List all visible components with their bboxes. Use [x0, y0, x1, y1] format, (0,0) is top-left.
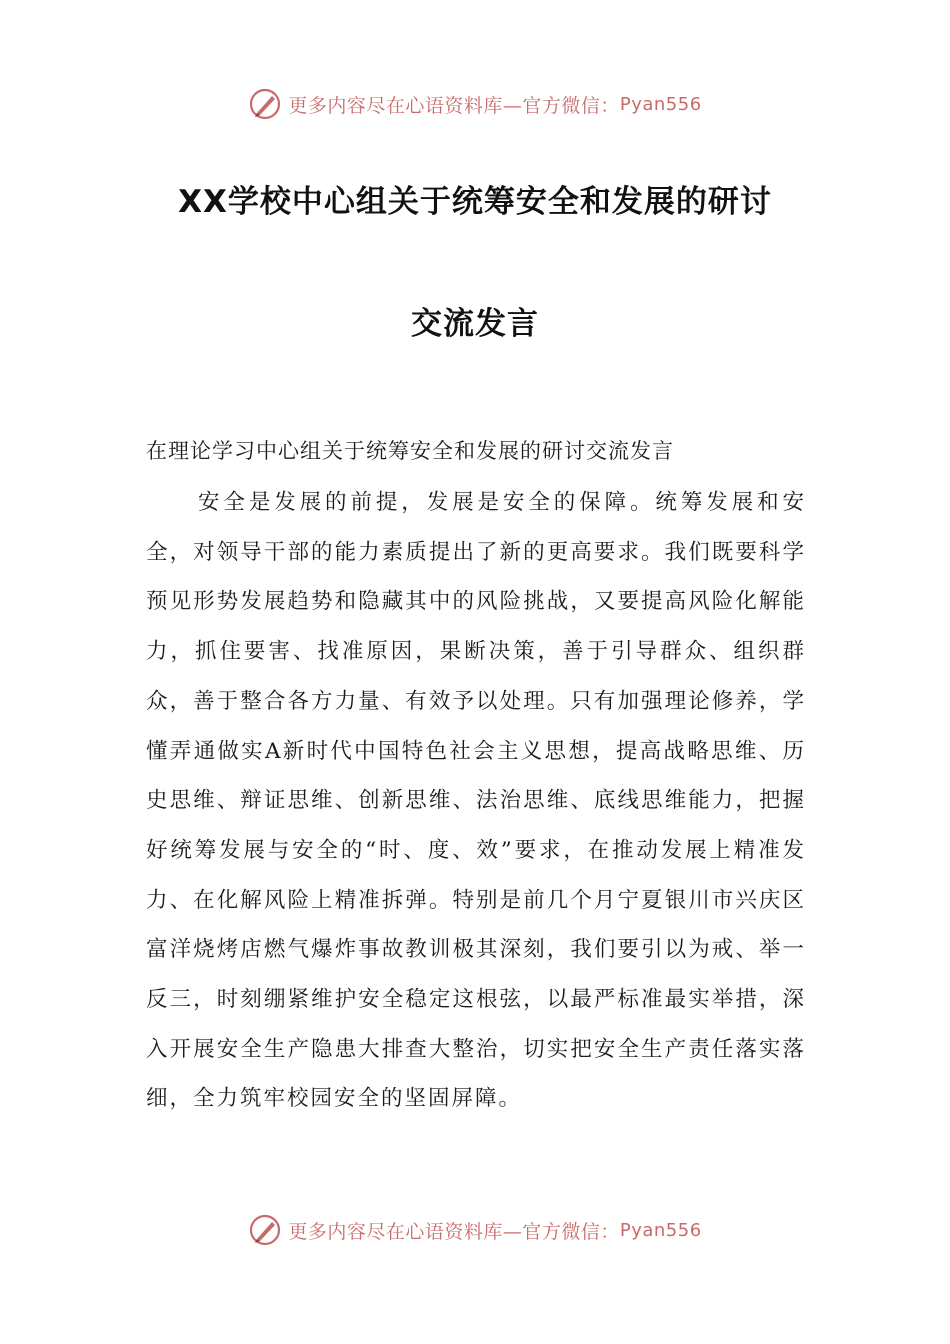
- footer-watermark: [0, 1210, 950, 1250]
- pen-logo-icon: [248, 87, 282, 121]
- header-watermark: [0, 84, 950, 124]
- watermark-wechat-id: Pyan556: [619, 1219, 702, 1241]
- watermark-text: 更多内容尽在心语资料库—官方微信：: [288, 1220, 620, 1243]
- document-body-paragraph: 安全是发展的前提，发展是安全的保障。统筹发展和安全，对领导干部的能力素质提出了新的更高要求。我们既要科学预见形势发展趋势和隐藏其中的风险挑战，又要提高风险化解能力，抓住要害、找准原因，果断决策，善于引导群众、组织群众，善于整合各方力量、有效予以处理。只有加强理论修养，学懂弄通做实A新时代中国特色社会主义思想，提高战略思维、历史思维、辩证思维、创新思维、法治思维、底线思维能力，把握好统筹发展与安全的“时、度、效”要求，在推动发展上精准发力、在化解风险上精准拆弹。特别是前几个月宁夏银川市兴庆区富洋烧烤店燃气爆炸事故教训极其深刻，我们要引以为戒、举一反三，时刻绷紧维护安全稳定这根弦，以最严标准最实举措，深入开展安全生产隐患大排查大整治，切实把安全生产责任落实落细，全力筑牢校园安全的坚固屏障。: [146, 490, 806, 1112]
- watermark-text: 更多内容尽在心语资料库—官方微信：: [288, 94, 620, 117]
- document-title-line-2: 交流发言: [411, 306, 539, 342]
- document-title-line-1: XX学校中心组关于统筹安全和发展的研讨: [178, 184, 772, 220]
- watermark-wechat-id: Pyan556: [619, 93, 702, 115]
- pen-logo-icon: [248, 1213, 282, 1247]
- document-subtitle: 在理论学习中心组关于统筹安全和发展的研讨交流发言: [146, 439, 674, 463]
